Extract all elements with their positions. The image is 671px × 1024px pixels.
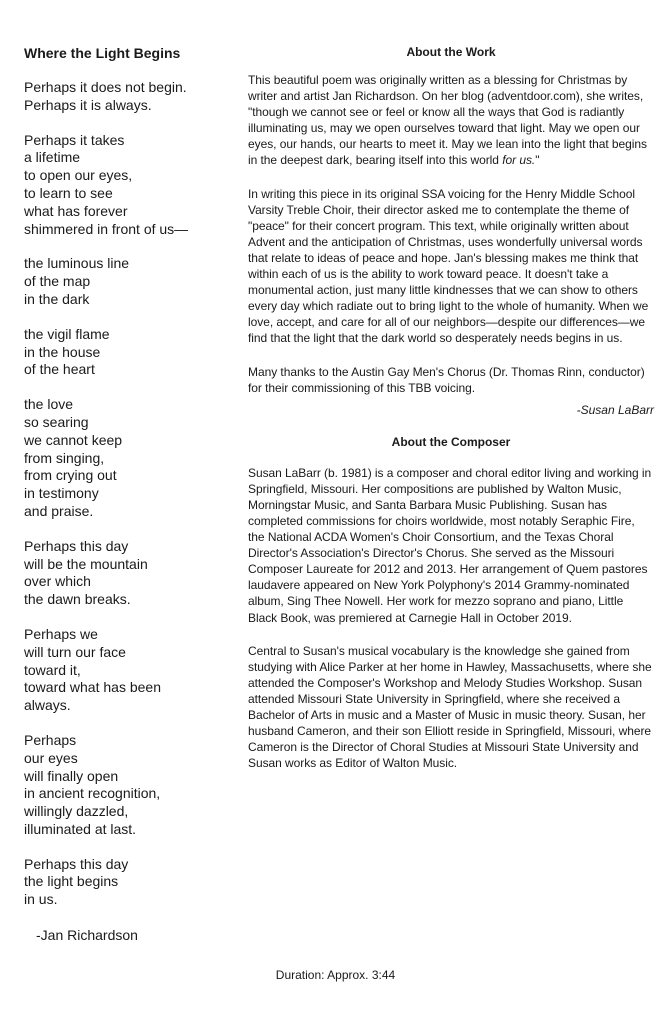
poem-line: Perhaps it takes: [24, 131, 125, 148]
about-work-paragraph-3: Many thanks to the Austin Gay Men's Chorus (Dr. Thomas Rinn, conductor) for their commissioning of this TBB voicing.: [248, 364, 645, 395]
poem-line: shimmered in front of us—: [24, 220, 189, 237]
poem-line: toward it,: [24, 661, 81, 678]
poem-line: in ancient recognition,: [24, 785, 161, 802]
poem-stanza: [24, 255, 234, 308]
poem-line: the dawn breaks.: [24, 591, 131, 608]
poem-stanza: [24, 732, 234, 839]
poem-line: a lifetime: [24, 149, 81, 166]
poem-line: we cannot keep: [24, 431, 123, 448]
poem-stanza: [24, 626, 234, 715]
poem-stanza: [24, 538, 234, 609]
poem-line: our eyes: [24, 749, 78, 766]
duration-text: Duration: Approx. 3:44: [275, 968, 396, 982]
poem-line: from singing,: [24, 449, 105, 466]
poem-line: illuminated at last.: [24, 820, 137, 837]
poem-line: willingly dazzled,: [24, 803, 129, 820]
poem-line: from crying out: [24, 467, 117, 484]
poem-line: of the heart: [24, 361, 95, 378]
about-composer-heading: About the Composer: [391, 434, 511, 449]
poem-line: in the dark: [24, 290, 90, 307]
poem-line: what has forever: [24, 202, 128, 219]
quote-text: This beautiful poem was originally written as a blessing for Christmas by writer and artist Jan Richardson. On her blog (adventdoor.com), she writes, "though we cannot see or feel or know all the ways that God is radiantly illuminating us, may we open ourselves toward that light. May we open our eyes, our hands, our hearts to meet it. May we lean into the light that begins in the deepest dark, bearing itself into this world: [248, 73, 647, 168]
poem-title: Where the Light Begins: [24, 45, 181, 61]
poem-stanza: [24, 326, 234, 379]
poem-line: Perhaps it is always.: [24, 96, 152, 113]
poem-line: will be the mountain: [24, 555, 148, 572]
poem-line: toward what has been: [24, 679, 161, 696]
poem-stanza: [24, 79, 234, 115]
notes-column: [248, 44, 654, 788]
poem-line: the light begins: [24, 873, 119, 890]
poem-line: and praise.: [24, 502, 94, 519]
poem-line: in testimony: [24, 485, 99, 502]
quote-italic: for us.: [502, 153, 536, 168]
about-work-paragraph-2: In writing this piece in its original SSA voicing for the Henry Middle School Varsity Treble Choir, their director asked me to contemplate the theme of "peace" for their concert program. This text, while originally written about Advent and the anticipation of Christmas, uses wonderfully universal words that relate to ideas of peace and hope. Jan's blessing makes me think that within each of us is the ability to work toward peace. It doesn't take a monumental action, just many little kindnesses that we can show to others every day which radiate out to bring light to the whole of humanity. When we love, accept, and care for all of our neighbors—despite our differences—we find that the light that the dark world so desperately needs begins in us.: [248, 186, 649, 346]
poem-stanza: [24, 396, 234, 521]
poem-line: will finally open: [24, 767, 119, 784]
poem-line: to open our eyes,: [24, 167, 133, 184]
poem-line: the vigil flame: [24, 325, 110, 342]
poem-line: Perhaps: [24, 731, 77, 748]
poem-line: the luminous line: [24, 255, 130, 272]
poem-line: over which: [24, 573, 91, 590]
work-signature: -Susan LaBarr: [576, 402, 654, 417]
about-work-paragraph-1: [248, 72, 654, 169]
poem-line: the love: [24, 396, 74, 413]
poem-author: -Jan Richardson: [36, 927, 138, 944]
poem-line: of the map: [24, 273, 91, 290]
poem-line: will turn our face: [24, 643, 126, 660]
poem-line: to learn to see: [24, 184, 113, 201]
poem-line: always.: [24, 697, 71, 714]
poem-line: Perhaps we: [24, 625, 98, 642]
poem-body: [24, 79, 234, 909]
poem-line: Perhaps it does not begin.: [24, 79, 187, 95]
poem-line: in the house: [24, 343, 101, 360]
poem-column: [24, 44, 234, 944]
poem-line: Perhaps this day: [24, 537, 129, 554]
poem-stanza: [24, 132, 234, 239]
about-composer-paragraph-2: Central to Susan's musical vocabulary is the knowledge she gained from studying with Alice Parker at her home in Hawley, Massachusetts, where she attended the Composer's Workshop and Melody Studies Workshop. Susan attended Missouri State University in Springfield, where she received a Bachelor of Arts in music and a Master of Music in music theory. Susan, her husband Cameron, and their son Elliott reside in Springfield, Missouri, where Cameron is the Director of Choral Studies at Missouri State University and Susan works as Editor of Walton Music.: [248, 643, 652, 771]
poem-line: so searing: [24, 413, 89, 430]
poem-stanza: [24, 856, 234, 909]
quote-close: ": [535, 153, 540, 168]
poem-line: in us.: [24, 891, 58, 908]
about-composer-paragraph-1: Susan LaBarr (b. 1981) is a composer and choral editor living and working in Springfield, Missouri. Her compositions are published by Walton Music, Morningstar Music, and Santa Barbara Music Publishing. Susan has completed commissions for choirs worldwide, most notably Seraphic Fire, the National ACDA Women's Choir Consortium, and the Texas Choral Director's Association's Director's Chorus. She served as the Missouri Composer Laureate for 2012 and 2013. Her arrangement of Quem pastores laudavere appeared on New York Polyphony's 2014 Grammy-nominated album, Sing Thee Nowell. Her work for mezzo soprano and piano, Little Black Book, was premiered at Carnegie Hall in October 2019.: [248, 465, 652, 625]
about-work-heading: About the Work: [406, 45, 496, 59]
poem-line: Perhaps this day: [24, 855, 129, 872]
